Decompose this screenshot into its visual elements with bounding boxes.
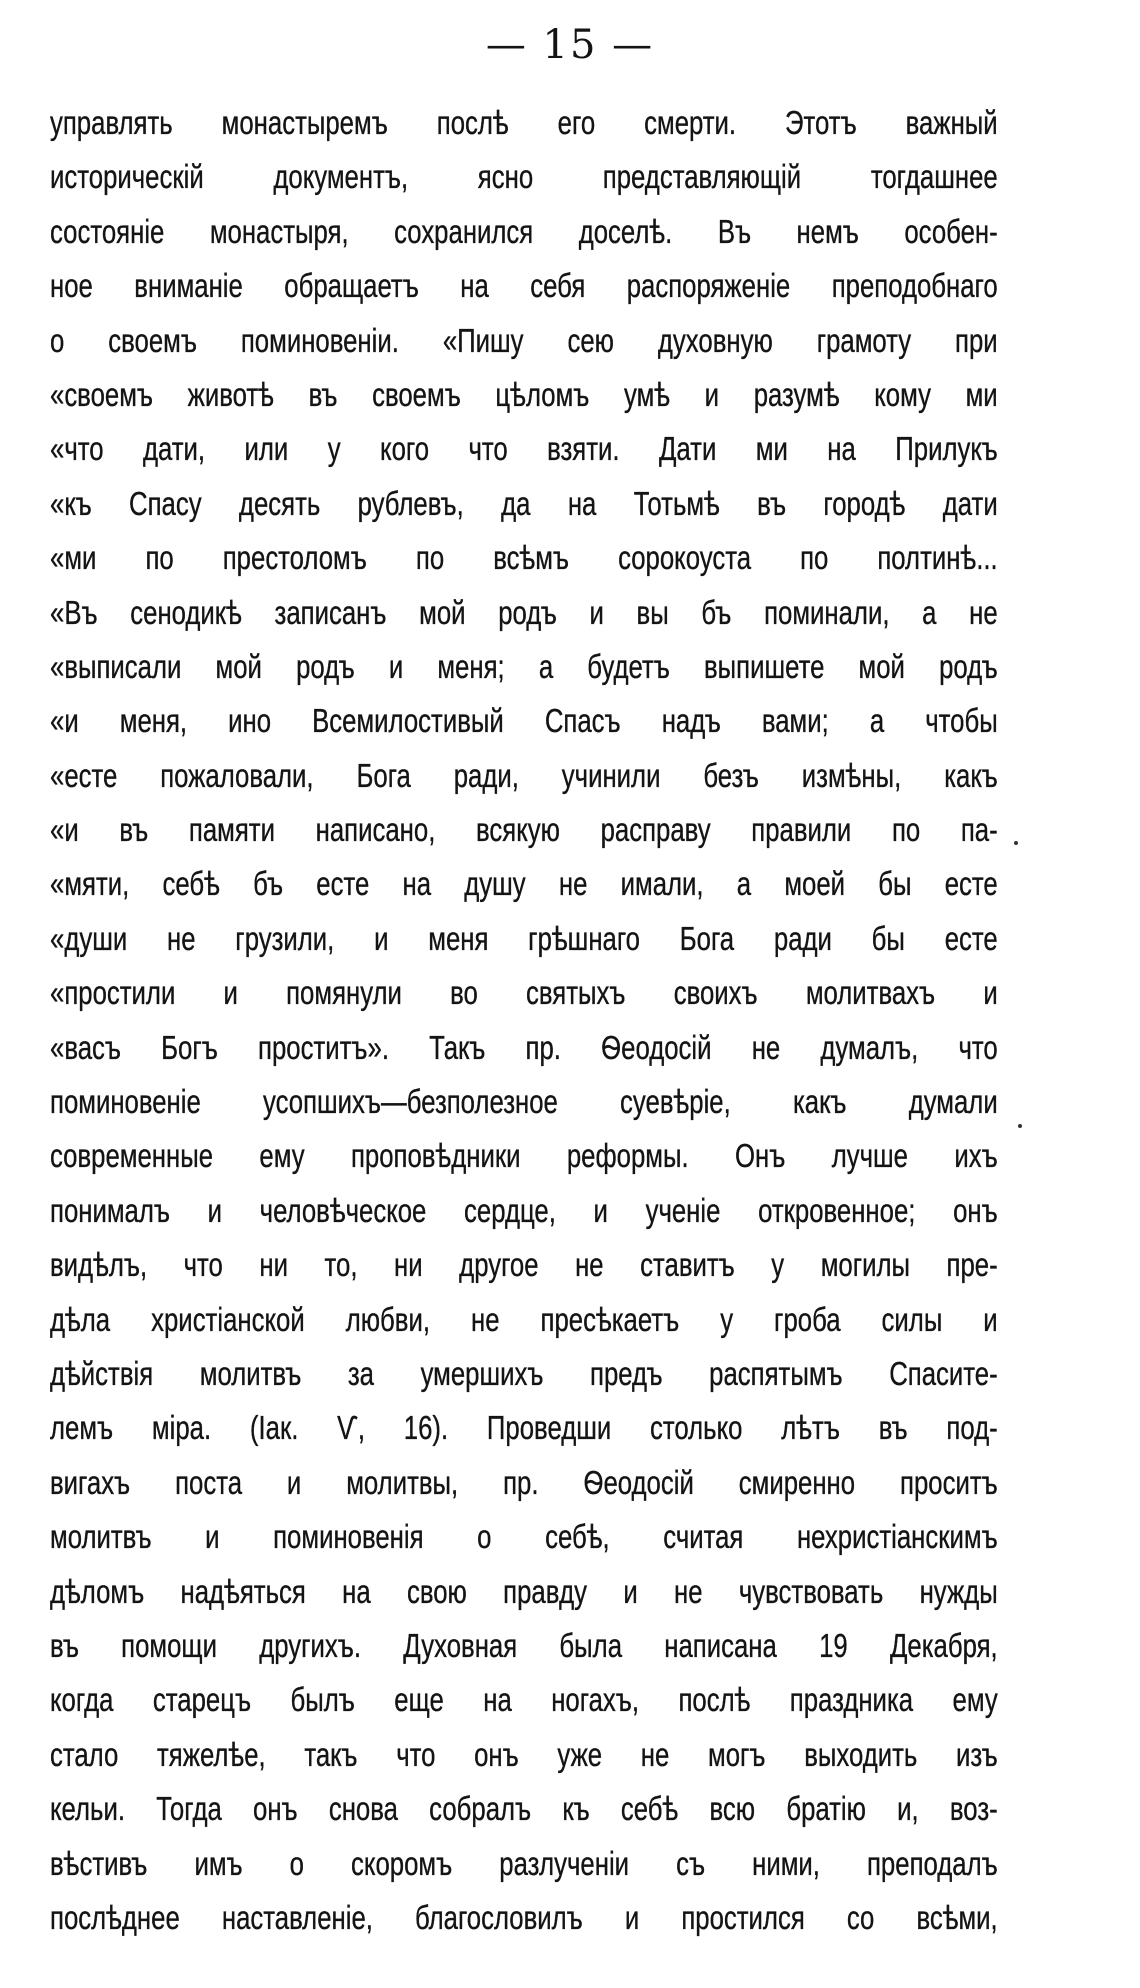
text-line: вѣстивъ имъ о скоромъ разлученіи съ ними, преподалъ	[50, 1844, 998, 1882]
text-line: вигахъ поста и молитвы, пр. Ѳеодосій смиренно проситъ	[50, 1463, 998, 1501]
text-line: когда старецъ былъ еще на ногахъ, послѣ праздника ему	[50, 1681, 998, 1719]
text-line: «и въ памяти написано, всякую расправу правили по па-	[50, 811, 998, 849]
page-number: — 15 —	[485, 22, 655, 68]
text-line: состояніе монастыря, сохранился доселѣ. Въ немъ особен-	[50, 212, 998, 250]
text-line: «есте пожаловали, Бога ради, учинили безъ измѣны, какъ	[50, 756, 998, 794]
text-line: «своемъ животѣ въ своемъ цѣломъ умѣ и разумѣ кому ми	[50, 375, 998, 413]
text-line: «души не грузили, и меня грѣшнаго Бога ради бы есте	[50, 919, 998, 957]
text-line: «мяти, себѣ бъ есте на душу не имали, а моей бы есте	[50, 865, 998, 903]
text-line: управлять монастыремъ послѣ его смерти. Этотъ важный	[50, 104, 998, 141]
text-line: «васъ Богъ проститъ». Такъ пр. Ѳеодосій не думалъ, что	[50, 1028, 998, 1066]
text-line: ное вниманіе обращаетъ на себя распоряженіе преподобнаго	[50, 267, 998, 305]
text-line: молитвъ и поминовенія о себѣ, считая нехристіанскимъ	[50, 1518, 998, 1556]
text-line: поминовеніе усопшихъ—безполезное суевѣріе, какъ думали	[50, 1083, 998, 1121]
text-line: видѣлъ, что ни то, ни другое не ставитъ у могилы пре-	[50, 1246, 998, 1284]
text-line: стало тяжелѣе, такъ что онъ уже не могъ выходить изъ	[50, 1735, 998, 1773]
text-line: послѣднее наставленіе, благословилъ и простился со всѣми,	[50, 1898, 998, 1936]
text-line: въ помощи другихъ. Духовная была написана 19 Декабря,	[50, 1626, 998, 1664]
text-line: «что дати, или у кого что взяти. Дати ми на Прилукъ	[50, 430, 998, 468]
text-line: историческій документъ, ясно представляющій тогдашнее	[50, 158, 998, 196]
text-line: «и меня, ино Всемилостивый Спасъ надъ вами; а чтобы	[50, 702, 998, 740]
text-line: «ми по престоломъ по всѣмъ сорокоуста по полтинѣ...	[50, 539, 998, 577]
text-line: дѣла христіанской любви, не пресѣкаетъ у гроба силы и	[50, 1300, 998, 1338]
text-line: понималъ и человѣческое сердце, и ученіе откровенное; онъ	[50, 1191, 998, 1229]
text-line: «Въ сенодикѣ записанъ мой родъ и вы бъ поминали, а не	[50, 593, 998, 631]
print-speck	[1018, 1124, 1022, 1128]
text-line: современные ему проповѣдники реформы. Онъ лучше ихъ	[50, 1137, 998, 1175]
print-speck	[1014, 841, 1018, 845]
text-line: лемъ міра. (Іак. Ѵ, 16). Проведши столько лѣтъ въ под-	[50, 1409, 998, 1447]
text-line: «къ Спасу десять рублевъ, да на Тотьмѣ въ городѣ дати	[50, 484, 998, 522]
text-line: кельи. Тогда онъ снова собралъ къ себѣ всю братію и, воз-	[50, 1790, 998, 1828]
text-line: «выписали мой родъ и меня; а будетъ выпишете мой родъ	[50, 647, 998, 685]
text-line: о своемъ поминовеніи. «Пишу сею духовную грамоту при	[50, 321, 998, 359]
body-text	[50, 96, 998, 1945]
text-line: дѣломъ надѣяться на свою правду и не чувствовать нужды	[50, 1572, 998, 1610]
text-line: «простили и помянули во святыхъ своихъ молитвахъ и	[50, 974, 998, 1012]
text-line: дѣйствія молитвъ за умершихъ предъ распятымъ Спасите-	[50, 1354, 998, 1392]
